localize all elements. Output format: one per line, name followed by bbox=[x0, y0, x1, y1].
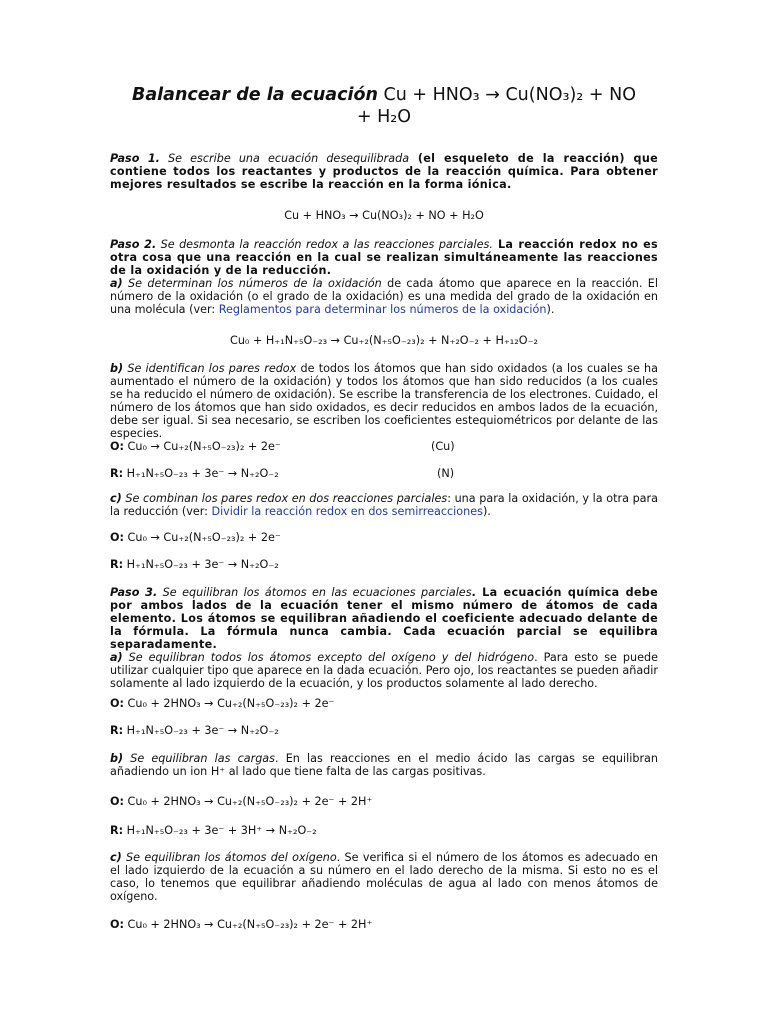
paso1-equation: Cu + HNO₃ → Cu(NO₃)₂ + NO + H₂O bbox=[284, 209, 484, 222]
paso3-r4-line bbox=[110, 824, 317, 837]
paso2-o1-line bbox=[110, 440, 281, 453]
paso2-b-text: de todos los átomos que han sido oxidados (a los cuales se ha aumentado el número de la oxidación) y todos los átomos que han sido reducidos (a los cuales se ha reducido el número de oxidación). Se escribe la transferencia de los electrones. Cuidado, el número de los átomos que han sido oxidados, es decir reducidos en ambos lados de la ecuación, debe ser igual. Si sea necesario, se escriben los coeficientes estequiométricos por delante de las especies. bbox=[110, 362, 658, 440]
o1-label: O: bbox=[110, 440, 124, 453]
paso3-r3-line bbox=[110, 724, 279, 737]
o1-tag: (Cu) bbox=[431, 440, 455, 453]
paso2-o2-line bbox=[110, 531, 281, 544]
paso2-c-end: ). bbox=[482, 505, 491, 518]
r1-label: R: bbox=[110, 467, 124, 480]
title-equation-cont: + H₂O bbox=[356, 107, 412, 127]
paso2-c-label: c) bbox=[110, 492, 122, 505]
r4-label: R: bbox=[110, 824, 124, 837]
paso2-a-text: de cada átomo que aparece en la reacción. El número de la oxidación (o el grado de la oxidación) es una medida del grado de la oxidación en una molécula (ver: bbox=[110, 277, 658, 316]
r1-tag: (N) bbox=[437, 467, 455, 480]
paso3-bold: . La ecuación química debe por ambos lados de la ecuación tener el mismo número de átomos de cada elemento. Los átomos se equilibran añadiendo el coeficiente adecuado delante de la fórmula. La fórmula nunca cambia. Cada ecuación parcial se equilibra separadamente. bbox=[110, 586, 658, 651]
paso2-b-italic: Se identifican los pares redox bbox=[123, 362, 297, 375]
paso3-italic: Se equilibran los átomos en las ecuaciones parciales bbox=[157, 586, 472, 599]
paso2-label: Paso 2. bbox=[110, 238, 157, 251]
paso2-paragraph bbox=[110, 238, 658, 316]
paso2-r2-line bbox=[110, 558, 279, 571]
r2-label: R: bbox=[110, 558, 124, 571]
title-equation: Cu + HNO₃ → Cu(NO₃)₂ + NO bbox=[377, 85, 636, 105]
o5-equation: Cu₀ + 2HNO₃ → Cu₊₂(N₊₅O₋₂₃)₂ + 2e⁻ + 2H⁺ bbox=[123, 918, 373, 931]
paso3-c-paragraph bbox=[110, 851, 658, 903]
paso2-a-label: a) bbox=[110, 277, 123, 290]
paso3-c-label: c) bbox=[110, 851, 122, 864]
o4-label: O: bbox=[110, 795, 124, 808]
link-dividir[interactable]: Dividir la reacción redox en dos semirreacciones bbox=[211, 505, 483, 518]
paso2-italic: Se desmonta la reacción redox a las reacciones parciales. bbox=[156, 238, 493, 251]
r1-equation: H₊₁N₊₅O₋₂₃ + 3e⁻ → N₊₂O₋₂ bbox=[123, 467, 279, 480]
title-italic: Balancear de la ecuación bbox=[132, 85, 378, 105]
paso3-paragraph bbox=[110, 586, 658, 690]
paso3-o5-line bbox=[110, 918, 372, 931]
o5-label: O: bbox=[110, 918, 124, 931]
paso2-bold: La reacción redox no es otra cosa que una reacción en la cual se realizan simultáneamente las reacciones de la oxidación y de la reducción. bbox=[110, 238, 658, 277]
paso3-b-text: . En las reacciones en el medio ácido las cargas se equilibran añadiendo un ion H⁺ al lado que tiene falta de las cargas positivas. bbox=[110, 752, 658, 778]
o3-label: O: bbox=[110, 697, 124, 710]
paso2-equation-a: Cu₀ + H₊₁N₊₅O₋₂₃ → Cu₊₂(N₊₅O₋₂₃)₂ + N₊₂O₋₂ + H₊₁₂O₋₂ bbox=[230, 334, 538, 347]
paso2-c-italic: Se combinan los pares redox en dos reacciones parciales bbox=[121, 492, 448, 505]
o2-equation: Cu₀ → Cu₊₂(N₊₅O₋₂₃)₂ + 2e⁻ bbox=[123, 531, 281, 544]
o2-label: O: bbox=[110, 531, 124, 544]
o3-equation: Cu₀ + 2HNO₃ → Cu₊₂(N₊₅O₋₂₃)₂ + 2e⁻ bbox=[123, 697, 335, 710]
paso3-c-italic: Se equilibran los átomos del oxígeno bbox=[121, 851, 337, 864]
r4-equation: H₊₁N₊₅O₋₂₃ + 3e⁻ + 3H⁺ → N₊₂O₋₂ bbox=[123, 824, 317, 837]
paso1-italic: Se escribe una ecuación desequilibrada bbox=[159, 152, 410, 165]
paso1-label: Paso 1. bbox=[110, 152, 160, 165]
paso3-b-italic: Se equilibran las cargas bbox=[123, 752, 275, 765]
paso3-a-label: a) bbox=[110, 651, 123, 664]
paso1-paragraph bbox=[110, 152, 658, 191]
paso2-c-text: : una para la oxidación, y la otra para la reducción (ver: bbox=[110, 492, 658, 518]
paso2-b-label: b) bbox=[110, 362, 124, 375]
paso3-b-label: b) bbox=[110, 752, 124, 765]
paso3-b-paragraph bbox=[110, 752, 658, 778]
paso3-o4-line bbox=[110, 795, 372, 808]
paso3-label: Paso 3. bbox=[110, 586, 158, 599]
r2-equation: H₊₁N₊₅O₋₂₃ + 3e⁻ → N₊₂O₋₂ bbox=[123, 558, 279, 571]
paso2-b-paragraph bbox=[110, 362, 658, 440]
paso2-a-italic: Se determinan los números de la oxidación bbox=[122, 277, 382, 290]
paso3-a-text: . Para esto se puede utilizar cualquier tipo que aparece en la dada ecuación. Pero ojo, los reactantes se pueden añadir solamente al lado izquierdo de la ecuación, y los productos solamente al lado derecho. bbox=[110, 651, 658, 690]
page-title bbox=[110, 84, 658, 128]
paso2-r1-line bbox=[110, 467, 279, 480]
paso2-a-end: ). bbox=[546, 303, 555, 316]
o1-equation: Cu₀ → Cu₊₂(N₊₅O₋₂₃)₂ + 2e⁻ bbox=[123, 440, 281, 453]
paso3-c-text: . Se verifica si el número de los átomos es adecuado en el lado izquierdo de la ecuación a su número en el lado derecho de la misma. Si esto no es el caso, lo tenemos que equilibrar añadiendo moléculas de agua al lado con menos átomos de oxígeno. bbox=[110, 851, 658, 903]
paso3-o3-line bbox=[110, 697, 334, 710]
r3-label: R: bbox=[110, 724, 124, 737]
link-reglamentos[interactable]: Reglamentos para determinar los números de la oxidación bbox=[218, 303, 547, 316]
paso3-a-italic: Se equilibran todos los átomos excepto del oxígeno y del hidrógeno bbox=[122, 651, 535, 664]
paso1-bold: (el esqueleto de la reacción) que contiene todos los reactantes y productos de la reacción química. Para obtener mejores resultados se escribe la reacción en la forma iónica. bbox=[110, 152, 658, 191]
o4-equation: Cu₀ + 2HNO₃ → Cu₊₂(N₊₅O₋₂₃)₂ + 2e⁻ + 2H⁺ bbox=[123, 795, 373, 808]
r3-equation: H₊₁N₊₅O₋₂₃ + 3e⁻ → N₊₂O₋₂ bbox=[123, 724, 279, 737]
paso2-c-paragraph bbox=[110, 492, 658, 518]
